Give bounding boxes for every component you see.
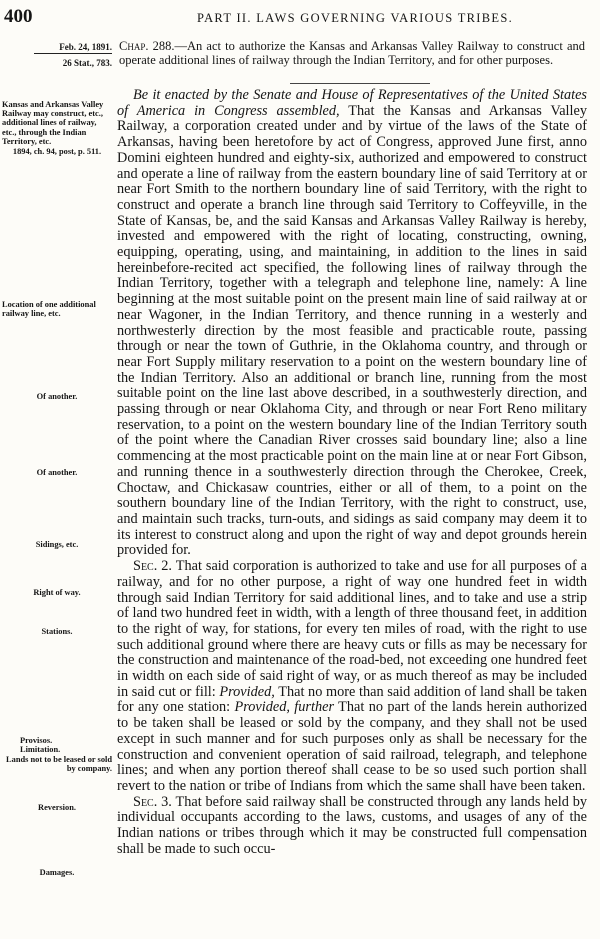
chapter-title: —An act to authorize the Kansas and Arkansas Valley Railway to construct and operate additional lines of railway through the Indian Territory, and for other purposes. <box>119 39 586 67</box>
section-1 <box>117 88 587 559</box>
margin-note-of-another-2: Of another. <box>36 468 78 477</box>
page-header <box>0 0 600 30</box>
margin-note-lands-not-leased: Lands not to be leased or sold by company. <box>6 755 112 774</box>
margin-note-limitation: Limitation. <box>20 745 61 754</box>
section-2-label: Sec. 2. <box>133 558 172 575</box>
proviso-2: Provided, further <box>234 699 335 716</box>
margin-note-right-of-way: Right of way. <box>33 588 81 597</box>
margin-note-reversion: Reversion. <box>38 803 76 812</box>
margin-note-crossref: 1894, ch. 94, post, p. 511. <box>12 147 102 156</box>
margin-note-provisos: Provisos. <box>20 736 53 745</box>
chapter-label: Chap. 288. <box>119 39 175 53</box>
running-title: PART II. LAWS GOVERNING VARIOUS TRIBES. <box>197 11 513 25</box>
section-3 <box>117 795 587 858</box>
enacting-clause: Be it enacted by the Senate and House of Representatives of the United States of America in Congress assembled, <box>117 87 587 119</box>
page-number: 400 <box>4 6 33 27</box>
margin-note-stations: Stations. <box>41 627 73 636</box>
margin-note-sidings: Sidings, etc. <box>35 540 79 549</box>
section-2-text-c: That no part of the lands herein authorized to be taken shall be leased or sold by the company, and they shall not be used except in such manner and for such purposes only as shall be necessary for the construction and convenient operation of said railroad, telegraph, and telephone lines; and when any portion thereof shall cease to be so used such portion shall revert to the nation or tribe of Indians from which the same shall have been taken. <box>117 699 587 794</box>
chapter-heading <box>119 40 585 67</box>
citation-date: Feb. 24, 1891. <box>59 42 112 52</box>
citation-statute: 26 Stat., 783. <box>62 58 112 68</box>
proviso-1: Provided, <box>219 683 275 700</box>
citation-rule <box>34 53 112 54</box>
section-2 <box>117 559 587 795</box>
statute-body <box>117 88 587 857</box>
margin-note-authorization: Kansas and Arkansas Valley Railway may construct, etc., additional lines of railway, etc., through the Indian Territory, etc. <box>2 100 104 146</box>
section-2-text-a: That said corporation is authorized to take and use for all purposes of a railway, and for no other purpose, a right of way one hundred feet in width through said Indian Territory for said additional lines, and to take and use a strip of land two hundred feet in width, with a length of three thousand feet, in addition to the right of way, for stations, for every ten miles of road, with the right to use such additional ground where there are heavy cuts or fills as may be necessary for the construction and maintenance of the road-bed, not exceeding one hundred feet in width on each side of said right of way, or as much thereof as may be included in said cut or fill: <box>117 558 587 700</box>
section-3-label: Sec. 3. <box>133 793 172 810</box>
margin-note-location: Location of one additional railway line, etc. <box>2 300 96 319</box>
margin-note-damages: Damages. <box>39 868 75 877</box>
margin-note-of-another-1: Of another. <box>36 392 78 401</box>
section-1-text: That the Kansas and Arkansas Valley Railway, a corporation created under and by virtue of the laws of the State of Arkansas, having been heretofore by act of Congress, approved June first, anno Domini eighteen hundred and eighty-six, authorized and empowered to construct and operate a line of railway from the eastern boundary line of said Territory at or near Fort Smith to the northern boundary line of said Territory, with the right to construct and operate a branch line through said Territory to Coffeyville, in the State of Kansas, be, and the said Kansas and Arkansas Valley Railway is hereby, invested and empowered with the right of locating, constructing, owning, equipping, operating, using, and maintaining, in addition to the lines in said hereinbefore-recited act specified, the following lines of railway through the Indian Territory, together with a telegraph and telephone line, namely: A line beginning at the most suitable point on the present main line of said railway at or near Wagoner, in the Indian Territory, and thence running in a westerly and northwesterly direction by the most feasible and practicable route, passing through or near the town of Guthrie, in the Oklahoma country, and through or near Fort Supply military reservation to a point on the western boundary line of the Indian Territory. Also an additional or branch line, running from the most suitable point on the line last above described, in a southwesterly direction, and passing through or near Oklahoma City, and through or near Fort Reno military reservation, to a point on the western boundary line of the Indian Territory south of the point where the Canadian River crosses said boundary line; also a line commencing at the most practicable point on the main line at or near Fort Gibson, and running thence in a southwesterly direction through the Cherokee, Creek, Choctaw, and Chickasaw countries, either or all of them, to a point on the southern boundary line of the Indian Territory, with the right to construct, use, and maintain such tracks, turn-outs, and sidings as said company may deem it to its interest to construct along and upon the right of way and depot grounds herein provided for. <box>117 102 587 559</box>
section-2-text-b: That no more than said addition of land shall be taken for any one station: <box>117 683 587 716</box>
section-3-text: That before said railway shall be constructed through any lands held by individual occupants according to the laws, customs, and usages of any of the Indian nations or tribes through which it may be constructed full compensation shall be made to such occu- <box>117 793 587 857</box>
chapter-rule <box>290 83 430 84</box>
